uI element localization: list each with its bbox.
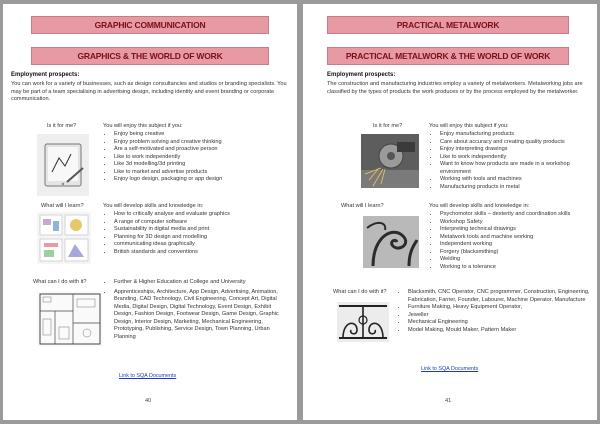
list-item: • Further & Higher Education at College and University <box>113 279 289 287</box>
employment-text: You can work for a variety of businesses, such as design consultancies and studios or branding specialists. You may be part of a team specialising in advertising design, including identity and event branding or corporate communication. <box>11 81 287 103</box>
q2-list <box>429 211 600 271</box>
list-item: • Like to work independently <box>439 154 600 162</box>
list-item: • Enjoy manufacturing products <box>439 131 600 139</box>
question-what-will-i-learn: What will I learn? <box>41 203 84 209</box>
list-item: • Are a self-motivated and proactive person <box>113 146 299 154</box>
photo-tablet-drawing <box>37 134 89 196</box>
page-title-banner: GRAPHIC COMMUNICATION <box>31 16 269 34</box>
right-page <box>303 4 597 420</box>
list-item: • A range of computer software <box>113 219 299 227</box>
question-what-will-i-learn: What will I learn? <box>341 203 384 209</box>
list-item: • Working with tools and machines <box>439 176 600 184</box>
q1-list <box>429 131 600 191</box>
q2-intro: You will develop skills and knowledge in: <box>103 203 204 209</box>
left-page <box>3 4 297 420</box>
list-item: • Like 3d modelling/3d printing <box>113 161 299 169</box>
q2-intro: You will develop skills and knowledge in: <box>429 203 530 209</box>
list-item: • Workshop Safety <box>439 219 600 227</box>
photo-ornamental-railing <box>337 302 389 342</box>
list-item: • Manufacturing products in metal <box>439 184 600 192</box>
list-item: • Model Making, Mould Maker, Pattern Maker <box>407 327 600 335</box>
employment-title: Employment prospects: <box>11 72 80 78</box>
list-item: • Want to know how products are made in a workshop environment <box>439 161 600 176</box>
page-number: 41 <box>445 398 452 404</box>
list-item: • Independent working <box>439 241 600 249</box>
photo-wrought-iron-scroll <box>363 216 419 268</box>
list-item: • Care about accuracy and creating quality products <box>439 139 600 147</box>
question-what-can-i-do: What can I do with it? <box>333 289 387 295</box>
list-item: • Enjoy problem solving and creative thinking <box>113 139 299 147</box>
list-item: • Planning for 3D design and modelling <box>113 234 299 242</box>
q3-list <box>103 279 289 341</box>
employment-title: Employment prospects: <box>327 72 396 78</box>
list-item: • Like to work independently <box>113 154 299 162</box>
question-is-it-for-me: Is it for me? <box>47 123 77 129</box>
section-subtitle-banner: GRAPHICS & THE WORLD OF WORK <box>31 47 269 65</box>
list-item: • Furniture Making, Heavy Equipment Operator, <box>407 304 600 312</box>
list-item: • Mechanical Engineering <box>407 319 600 327</box>
list-item: • Apprenticeships, Architecture, App Design, Advertising, Animation, Branding, CAD Technology, Civil Engineering, Concept Art, Digital Media, Digital Design, Digital Technology, Event Design, Exhibit Design, Fashion Design, Footwear Design, Game Design, Graphic Design, Interior Design, Marketing, Mechanical Engineering, Prototyping, Publishing, Service Design, Town Planning, Urban Planning <box>113 289 289 342</box>
list-item: • Psychomotor skills – dexterity and coordination skills <box>439 211 600 219</box>
page-title-banner: PRACTICAL METALWORK <box>327 16 569 34</box>
section-subtitle-banner: PRACTICAL METALWORK & THE WORLD OF WORK <box>327 47 569 65</box>
list-item: • Blacksmith, CNC Operator, CNC programmer, Construction, Engineering, Fabrication, Farrier, Founder, Labourer, Machine Operator, Manufacture <box>407 289 600 304</box>
list-item: • Welding <box>439 256 600 264</box>
q1-intro: You will enjoy this subject if you: <box>429 123 509 129</box>
list-item: • Sustainability in digital media and print <box>113 226 299 234</box>
list-item: • Enjoy being creative <box>113 131 299 139</box>
photo-design-sheets <box>37 212 91 264</box>
list-item: • Jeweller <box>407 312 600 320</box>
q1-intro: You will enjoy this subject if you: <box>103 123 183 129</box>
sqa-documents-link[interactable]: Link to SQA Documents <box>119 373 177 379</box>
list-item: • British standards and conventions <box>113 249 299 257</box>
question-what-can-i-do: What can I do with it? <box>33 279 87 285</box>
list-item: • Like to market and advertise products <box>113 169 299 177</box>
employment-text: The construction and manufacturing industries employ a variety of metalworkers. Metalworking jobs are classified by the types of products the work produces or by the process employed by the metalworker. <box>327 81 583 95</box>
list-item: • Working to a tolerance <box>439 264 600 272</box>
list-item: • Metalwork tools and machine working <box>439 234 600 242</box>
photo-grinding-sparks <box>361 134 419 188</box>
list-item: • communicating ideas graphically <box>113 241 299 249</box>
question-is-it-for-me: Is it for me? <box>373 123 403 129</box>
q3-list <box>397 289 600 334</box>
list-item: • Enjoy logo design, packaging or app design <box>113 176 299 184</box>
list-item: • Forgery (blacksmithing) <box>439 249 600 257</box>
list-item: • Interpreting technical drawings <box>439 226 600 234</box>
q1-list <box>103 131 299 184</box>
sqa-documents-link[interactable]: Link to SQA Documents <box>421 366 479 372</box>
page-number: 40 <box>145 398 152 404</box>
photo-floor-plan <box>37 291 103 347</box>
list-item: • Enjoy interpreting drawings <box>439 146 600 154</box>
list-item: • How to critically analyse and evaluate graphics <box>113 211 299 219</box>
q2-list <box>103 211 299 256</box>
